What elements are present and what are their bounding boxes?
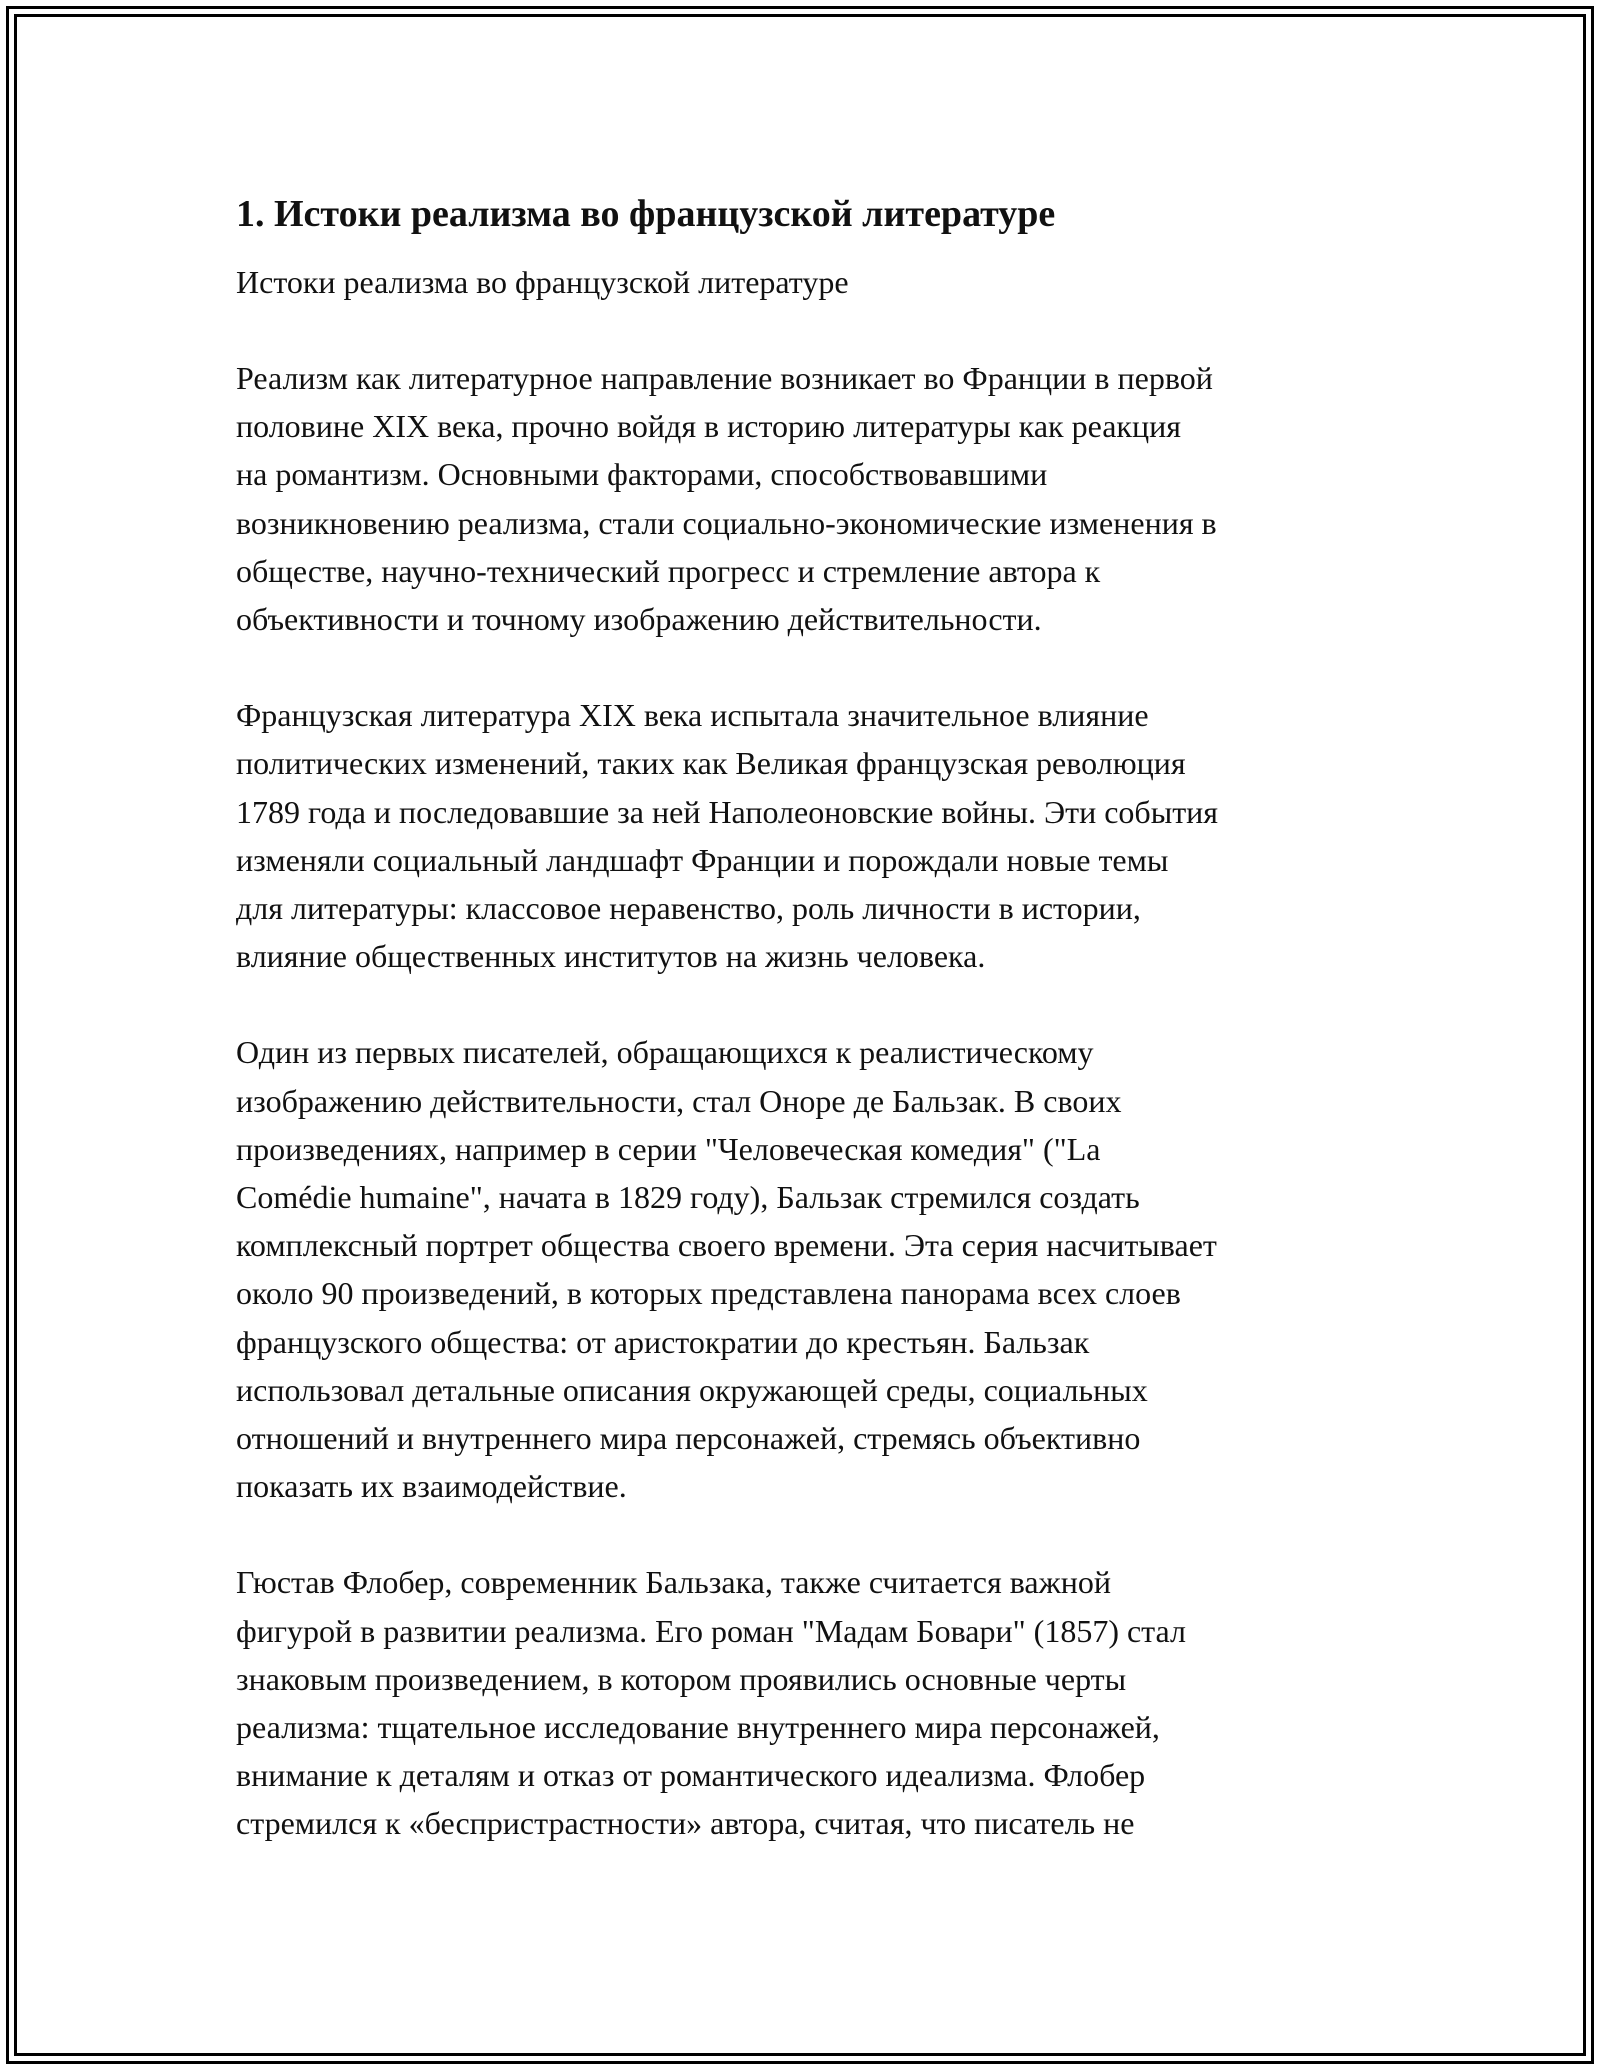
paragraph-political-influence: Французская литература XIX века испытала значительное влияние политических изменений, таких как Великая французская революция 1789 года и последовавшие за ней Наполеоновские войны. Эти события изменяли социальный ландшафт Франции и порождали новые темы для литературы: классовое неравенство, роль личности в истории, влияние общественных институтов на жизнь человека. — [236, 697, 1219, 975]
paragraph-balzac: Один из первых писателей, обращающихся к реалистическому изображению действительности, стал Оноре де Бальзак. В своих произведениях, например в серии "Человеческая комедия" ("La Comédie humaine", начата в 1829 году), Бальзак стремился создать комплексный портрет общества своего времени. Эта серия насчитывает около 90 произведений, в которых представлена панорама всех слоев французского общества: от аристократии до крестьян. Бальзак использовал детальные описания окружающей среды, социальных отношений и внутреннего мира персонажей, стремясь объективно показать их взаимодействие. — [236, 1034, 1217, 1505]
section-heading: 1. Истоки реализма во французской литературе — [236, 193, 1056, 235]
document-body — [236, 186, 1396, 1848]
paragraph-flaubert: Гюстав Флобер, современник Бальзака, также считается важной фигурой в развитии реализма. Его роман "Мадам Бовари" (1857) стал знаковым произведением, в котором проявились основные черты реализма: тщательное исследование внутреннего мира персонажей, внимание к деталям и отказ от романтического идеализма. Флобер стремился к «беспристрастности» автора, считая, что писатель не — [236, 1564, 1186, 1842]
paragraph-origins: Реализм как литературное направление возникает во Франции в первой половине XIX века, прочно войдя в историю литературы как реакция на романтизм. Основными факторами, способствовавшими возникновению реализма, стали социально-экономические изменения в обществе, научно-технический прогресс и стремление автора к объективности и точному изображению действительности. — [236, 360, 1217, 638]
section-subtitle: Истоки реализма во французской литературе — [236, 264, 849, 300]
